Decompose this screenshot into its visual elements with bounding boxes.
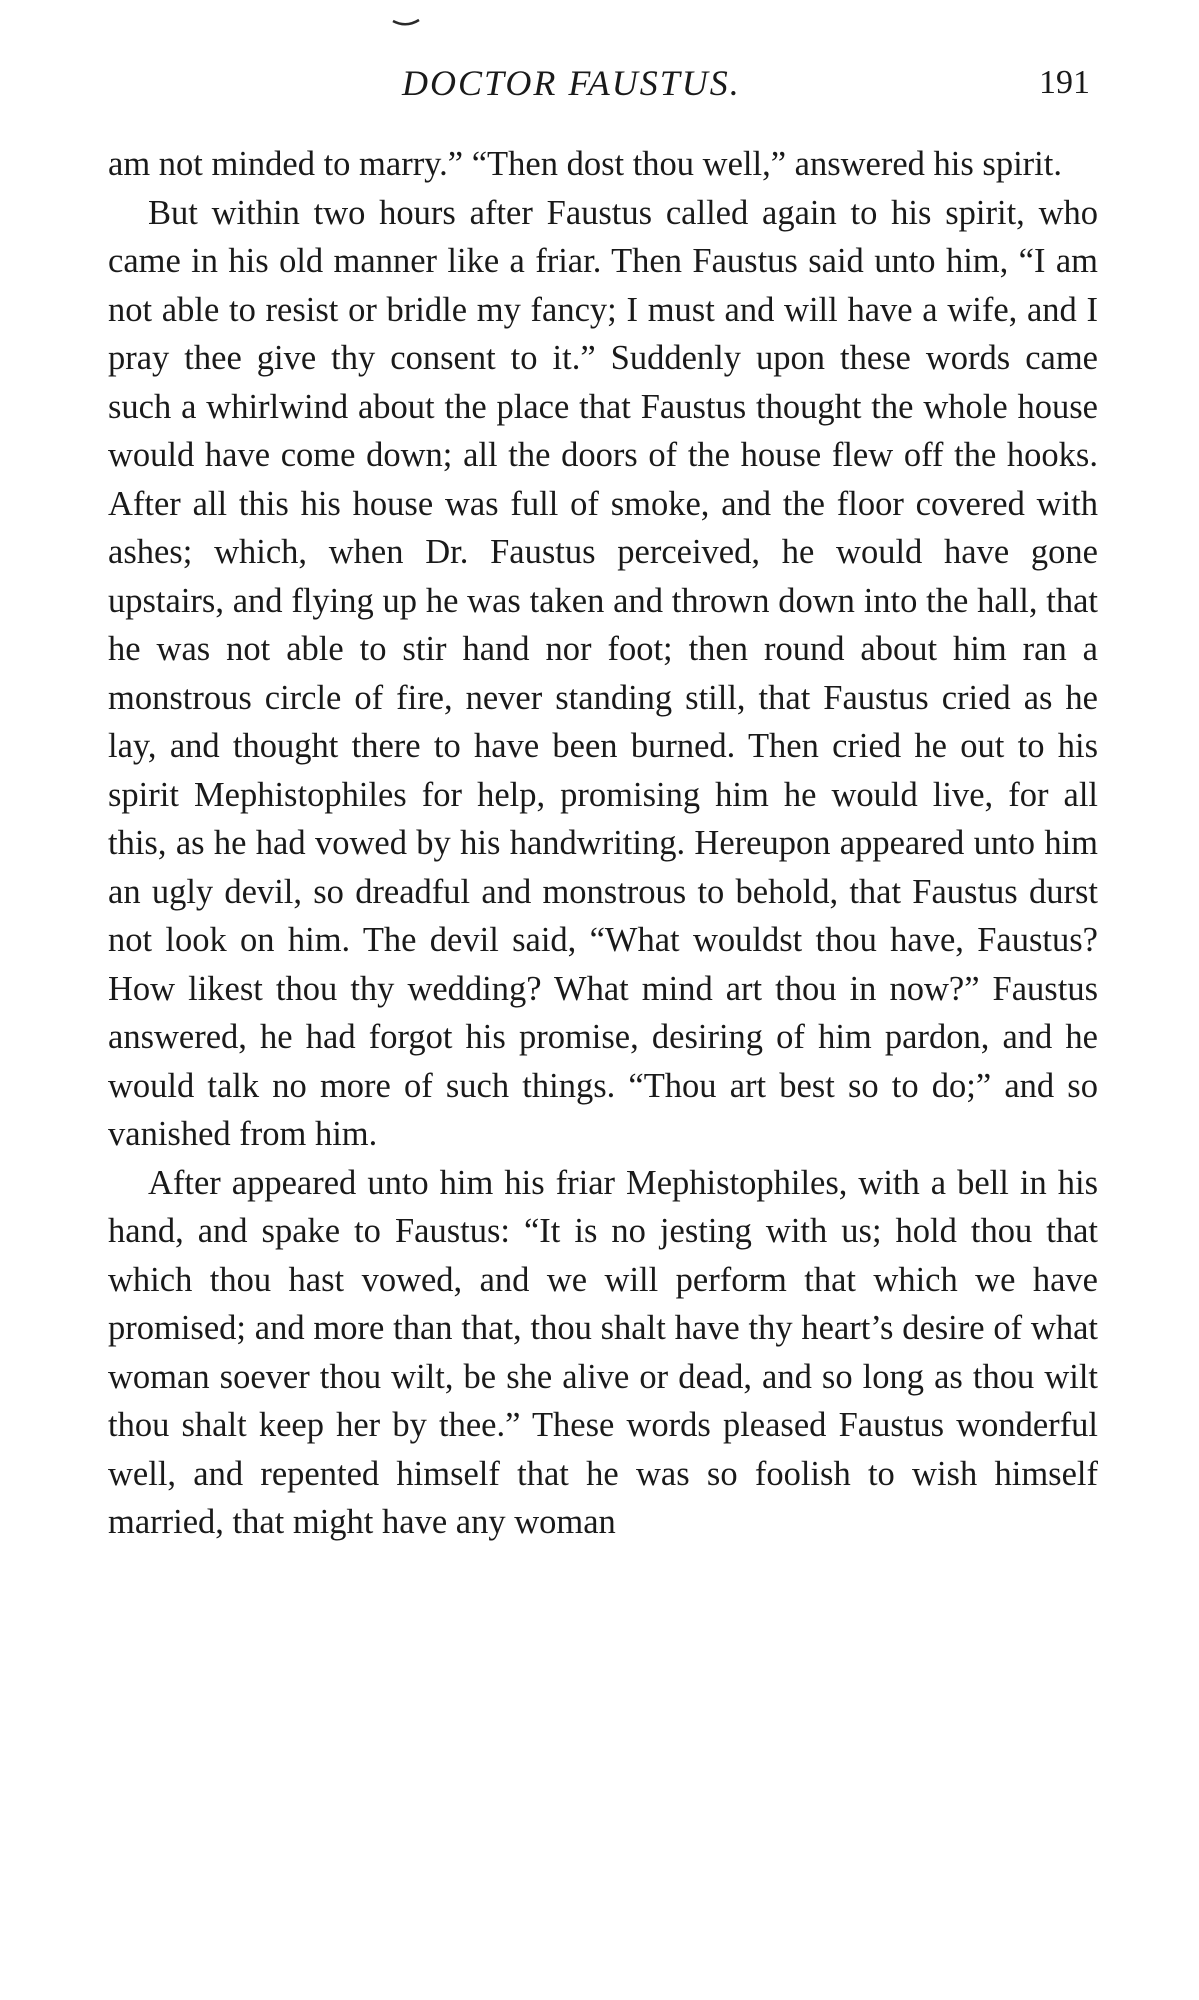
- running-head: [110, 62, 1090, 112]
- printer-mark: [392, 18, 420, 28]
- page-number: 191: [1039, 64, 1090, 101]
- paragraph: But within two hours after Faustus called again to his spirit, who came in his old manner like a friar. Then Faustus said unto him, “I am not able to resist or bridle my fancy; I must and will have a wife, and I pray thee give thy consent to it.” Suddenly upon these words came such a whirlwind about the place that Faustus thought the whole house would have come down; all the doors of the house flew off the hooks. After all this his house was full of smoke, and the floor covered with ashes; which, when Dr. Faustus perceived, he would have gone upstairs, and flying up he was taken and thrown down into the hall, that he was not able to stir hand nor foot; then round about him ran a monstrous circle of fire, never standing still, that Faustus cried as he lay, and thought there to have been burned. Then cried he out to his spirit Mephistophiles for help, promising him he would live, for all this, as he had vowed by his handwriting. Hereupon appeared unto him an ugly devil, so dreadful and monstrous to behold, that Faustus durst not look on him. The devil said, “What wouldst thou have, Faustus? How likest thou thy wedding? What mind art thou in now?” Faustus answered, he had forgot his promise, desiring of him pardon, and he would talk no more of such things. “Thou art best so to do;” and so vanished from him.: [108, 193, 1098, 1153]
- body-text: [108, 140, 1098, 1547]
- running-title: DOCTOR FAUSTUS.: [402, 63, 741, 103]
- paragraph-continued: am not minded to marry.” “Then dost thou well,” answered his spirit.: [108, 145, 1062, 183]
- paragraph: After appeared unto him his friar Mephistophiles, with a bell in his hand, and spake to Faustus: “It is no jesting with us; hold thou that which thou hast vowed, and we will perform that which we have promised; and more than that, thou shalt have thy heart’s desire of what woman soever thou wilt, be she alive or dead, and so long as thou wilt thou shalt keep her by thee.” These words pleased Faustus wonderful well, and repented himself that he was so foolish to wish himself married, that might have any woman: [108, 1163, 1098, 1541]
